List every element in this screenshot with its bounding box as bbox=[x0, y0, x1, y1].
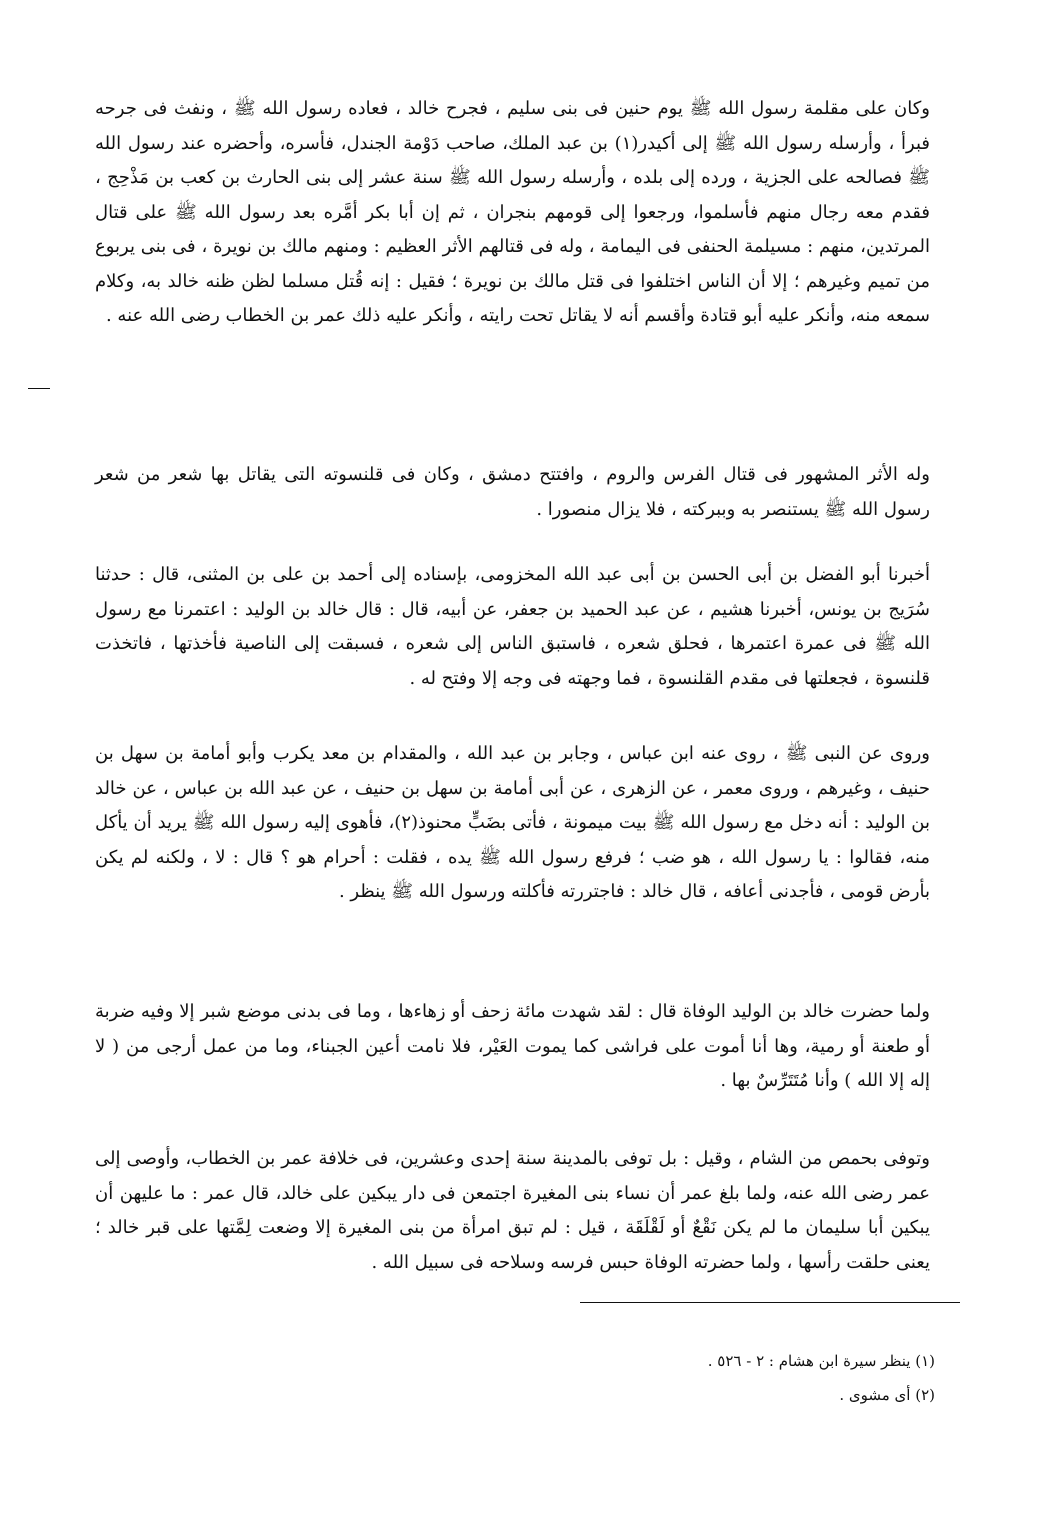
paragraph-khalid-campaigns: وكان على مقلمة رسول الله ﷺ يوم حنين فى بنى سليم ، فجرح خالد ، فعاده رسول الله ﷺ ، ونفث فى جرحه فبرأ ، وأرسله رسول الله ﷺ إلى أكيدر(١) بن عبد الملك، صاحب دَوْمة الجندل، فأسره، وأحضره عند رسول الله ﷺ فصالحه على الجزية ، ورده إلى بلده ، وأرسله رسول الله ﷺ سنة عشر إلى بنى الحارث بن كعب بن مَذْحِج ، فقدم معه رجال منهم فأسلموا، ورجعوا إلى قومهم بنجران ، ثم إن أبا بكر أمَّره بعد رسول الله ﷺ على قتال المرتدين، منهم : مسيلمة الحنفى فى اليمامة ، وله فى قتالهم الأثر العظيم : ومنهم مالك بن نويرة ، فى بنى يربوع من تميم وغيرهم ؛ إلا أن الناس اختلفوا فى قتل مالك بن نويرة ؛ فقيل : إنه قُتل مسلما لظن ظنه خالد به، وكلام سمعه منه، وأنكر عليه أبو قتادة وأقسم أنه لا يقاتل تحت رايته ، وأنكر عليه ذلك عمر بن الخطاب رضى الله عنه . bbox=[95, 98, 930, 326]
footnote-divider bbox=[580, 1302, 960, 1303]
paragraph-famous-deeds: وله الأثر المشهور فى قتال الفرس والروم ، وافتتح دمشق ، وكان فى قلنسوته التى يقاتل بها شعر من شعر رسول الله ﷺ يستنصر به وببركته ، فلا يزال منصورا . bbox=[95, 464, 930, 520]
footnote-2: (٢) أى مشوى . bbox=[839, 1386, 935, 1404]
paragraph-death-and-will: وتوفى بحمص من الشام ، وقيل : بل توفى بالمدينة سنة إحدى وعشرين، فى خلافة عمر بن الخطاب، وأوصى إلى عمر رضى الله عنه، ولما بلغ عمر أن نساء بنى المغيرة اجتمعن فى دار يبكين على خالد، قال عمر : ما عليهن أن يبكين أبا سليمان ما لم يكن نَقْعٌ أو لَقْلَقَة ، قيل : لم تبق امرأة من بنى المغيرة إلا وضعت لِمَّتها على قبر خالد ؛ يعنى حلقت رأسها ، ولما حضرته الوفاة حبس فرسه وسلاحه فى سبيل الله . bbox=[95, 1148, 930, 1273]
paragraph-death-saying: ولما حضرت خالد بن الوليد الوفاة قال : لقد شهدت مائة زحف أو زهاءها ، وما فى بدنى موضع شبر إلا وفيه ضربة أو طعنة أو رمية، وها أنا أموت على فراشى كما يموت العَيْر، فلا نامت أعين الجبناء، وما من عمل أرجى من ( لا إله إلا الله ) وأنا مُتَتَرِّسٌ بها . bbox=[95, 1001, 930, 1091]
footnotes bbox=[535, 1344, 935, 1412]
paragraph-lizard-narration: وروى عن النبى ﷺ ، روى عنه ابن عباس ، وجابر بن عبد الله ، والمقدام بن معد يكرب وأبو أمامة بن سهل بن حنيف ، وغيرهم ، وروى معمر ، عن الزهرى ، عن أبى أمامة بن سهل بن حنيف ، عن عبد الله بن عباس ، عن خالد بن الوليد : أنه دخل مع رسول الله ﷺ بيت ميمونة ، فأتى بضَبٍّ محنوذ(٢)، فأهوى إليه رسول الله ﷺ يريد أن يأكل منه، فقالوا : يا رسول الله ، هو ضب ؛ فرفع رسول الله ﷺ يده ، فقلت : أحرام هو ؟ قال : لا ، ولكنه لم يكن بأرض قومى ، فأجدنى أعافه ، قال خالد : فاجتررته فأكلته ورسول الله ﷺ ينظر . bbox=[95, 743, 930, 902]
margin-dash-mark bbox=[28, 388, 50, 389]
footnote-1: (١) ينظر سيرة ابن هشام : ٢ - ٥٢٦ . bbox=[707, 1352, 935, 1370]
paragraph-hair-narration: أخبرنا أبو الفضل بن أبى الحسن بن أبى عبد الله المخزومى، بإسناده إلى أحمد بن على بن المثنى، قال : حدثنا سُرَيج بن يونس، أخبرنا هشيم ، عن عبد الحميد بن جعفر، عن أبيه، قال : قال خالد بن الوليد : اعتمرنا مع رسول الله ﷺ فى عمرة اعتمرها ، فحلق شعره ، فاستبق الناس إلى شعره ، فسبقت إلى الناصية فأخذتها ، فاتخذت قلنسوة ، فجعلتها فى مقدم القلنسوة ، فما وجهته فى وجه إلا وفتح له . bbox=[95, 564, 930, 689]
